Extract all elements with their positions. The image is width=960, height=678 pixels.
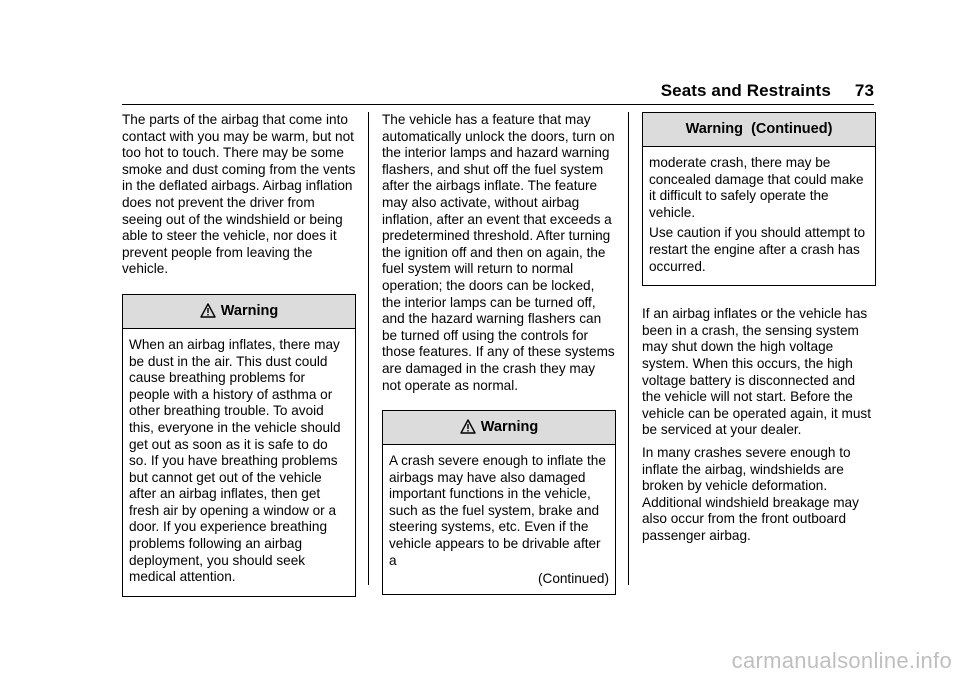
warning-box [382, 410, 616, 595]
warning-header [123, 295, 355, 329]
paragraph: The vehicle has a feature that may automatically unlock the doors, turn on the interior lamps and hazard warning flashers, and shut off the fuel system after the airbags inflate. The feature may also activate, without airbag inflation, after an event that exceeds a predetermined threshold. After turning the ignition off and then on again, the fuel system will return to normal operation; the doors can be locked, the interior lamps can be turned off, and the hazard warning flashers can be turned off using the controls for those features. If any of these systems are damaged in the crash they may not operate as normal. [382, 112, 615, 393]
warning-body [383, 445, 615, 594]
page-number: 73 [854, 81, 874, 100]
paragraph: If an airbag inflates or the vehicle has been in a crash, the sensing system may shut down the high voltage system. When this occurs, the high voltage battery is disconnected and the vehicle will not start. Before the vehicle can be operated again, it must be serviced at your dealer. [642, 306, 871, 438]
column-2 [382, 112, 616, 595]
column-divider [368, 112, 369, 585]
watermark: carmanualsonline.info [731, 648, 952, 673]
column-1 [122, 112, 356, 597]
warning-text: A crash severe enough to inflate the airbags may have also damaged important functions in the vehicle, such as the fuel system, brake and steering systems, etc. Even if the vehicle appears to be drivable after a [389, 453, 606, 568]
warning-title: Warning [480, 419, 539, 436]
warning-title: Warning (Continued) [685, 121, 833, 137]
warning-title: Warning [220, 302, 279, 319]
section-title: Seats and Restraints [660, 81, 831, 100]
column-divider [628, 112, 629, 585]
warning-header [643, 113, 875, 147]
warning-box [122, 294, 356, 597]
warning-text: When an airbag inflates, there may be dust in the air. This dust could cause breathing problems for people with a history of asthma or other breathing trouble. To avoid this, everyone in the vehicle should get out as soon as it is safe to do so. If you have breathing problems but cannot get out of the vehicle after an airbag inflates, then get fresh air by opening a window or a door. If you experience breathing problems following an airbag deployment, you should seek medical attention. [129, 336, 341, 585]
header-rule [122, 104, 874, 105]
column-3 [642, 112, 876, 550]
warning-text: moderate crash, there may be concealed damage that could make it difficult to safely operate the vehicle. [649, 155, 864, 220]
paragraph: In many crashes severe enough to inflate the airbag, windshields are broken by vehicle deformation. Additional windshield breakage may also occur from the front outboard passenger airbag. [642, 444, 859, 543]
page-header [661, 81, 874, 101]
warning-box-continued [642, 112, 876, 286]
paragraph: The parts of the airbag that come into contact with you may be warm, but not too hot to touch. There may be some smoke and dust coming from the vents in the deflated airbags. Airbag inflation does not prevent the driver from seeing out of the windshield or being able to steer the vehicle, nor does it prevent people from leaving the vehicle. [122, 112, 356, 277]
warning-text: Use caution if you should attempt to restart the engine after a crash has occurred. [649, 225, 866, 274]
warning-icon [460, 414, 476, 447]
continued-note: (Continued) [537, 571, 609, 587]
warning-body [123, 329, 355, 596]
warning-body [643, 147, 875, 285]
warning-icon [200, 298, 216, 331]
warning-header [383, 411, 615, 445]
